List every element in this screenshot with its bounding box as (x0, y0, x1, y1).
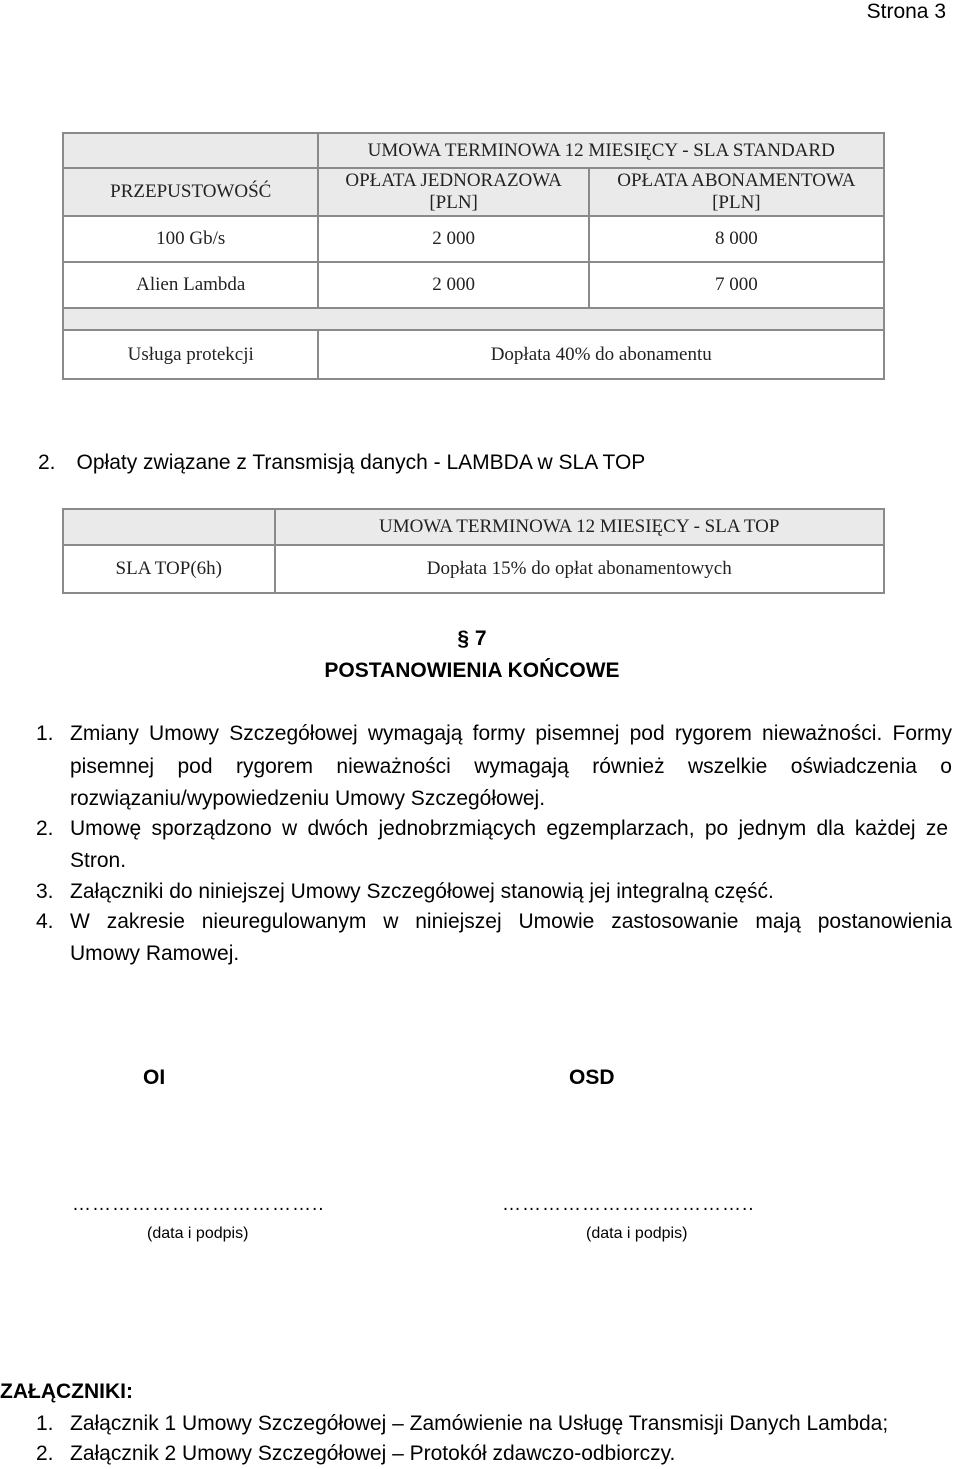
list-number: 2. (36, 1442, 54, 1465)
attachment-item: Załącznik 1 Umowy Szczegółowej – Zamówienie na Usługę Transmisji Danych Lambda; (70, 1412, 889, 1435)
sla-standard-table (62, 132, 885, 380)
table-cell: 8 000 (589, 216, 884, 262)
list-number: 3. (36, 880, 54, 903)
table-cell: 2 000 (318, 262, 588, 308)
column-header: OPŁATA JEDNORAZOWA [PLN] (318, 168, 588, 216)
table-row (63, 216, 884, 262)
table-cell: SLA TOP(6h) (63, 545, 275, 593)
attachments-title: ZAŁĄCZNIKI: (0, 1380, 133, 1403)
attachment-item: Załącznik 2 Umowy Szczegółowej – Protokół zdawczo-odbiorczy. (70, 1442, 676, 1465)
table-title: UMOWA TERMINOWA 12 MIESIĘCY - SLA STANDARD (318, 133, 884, 168)
signature-line: ……………………………….. (72, 1194, 325, 1215)
list-number: 1. (36, 1412, 54, 1435)
list-number: 1. (36, 722, 54, 745)
table-cell: Alien Lambda (63, 262, 318, 308)
list-item-line: rozwiązaniu/wypowiedzeniu Umowy Szczegółowej. (70, 787, 546, 810)
column-header: OPŁATA ABONAMENTOWA [PLN] (589, 168, 884, 216)
list-item-line: Stron. (70, 849, 127, 872)
party-oi: OI (143, 1066, 166, 1089)
list-item-line: Umowę sporządzono w dwóch jednobrzmiących egzemplarzach, po jednym dla każdej ze (70, 817, 948, 840)
table-row (63, 330, 884, 379)
signature-line: ……………………………….. (502, 1194, 755, 1215)
list-item-line: Załączniki do niniejszej Umowy Szczegółowej stanowią jej integralną część. (70, 880, 774, 903)
table-separator (63, 308, 884, 330)
table-cell: 100 Gb/s (63, 216, 318, 262)
signature-caption: (data i podpis) (586, 1225, 688, 1242)
table-cell: 7 000 (589, 262, 884, 308)
sla-top-table (62, 508, 885, 594)
list-item-line: W zakresie nieuregulowanym w niniejszej Umowie zastosowanie mają postanowienia (70, 910, 952, 933)
list-number: 4. (36, 910, 54, 933)
table-row (63, 262, 884, 308)
table-cell: Dopłata 40% do abonamentu (318, 330, 884, 379)
list-number: 2. (36, 817, 54, 840)
table-row (63, 545, 884, 593)
section-title: POSTANOWIENIA KOŃCOWE (324, 659, 620, 682)
list-item-line: pisemnej pod rygorem nieważności wymagają również wszelkie oświadczenia o (70, 755, 952, 778)
signature-caption: (data i podpis) (147, 1225, 249, 1242)
list-item-line: Zmiany Umowy Szczegółowej wymagają formy pisemnej pod rygorem nieważności. Formy (70, 722, 952, 745)
table-title: UMOWA TERMINOWA 12 MIESIĘCY - SLA TOP (275, 509, 884, 545)
party-osd: OSD (569, 1066, 615, 1089)
table-cell: Dopłata 15% do opłat abonamentowych (275, 545, 884, 593)
section-symbol: § 7 (457, 627, 487, 650)
table-cell: Usługa protekcji (63, 330, 318, 379)
list-item-line: Umowy Ramowej. (70, 942, 240, 965)
page-number: Strona 3 (866, 0, 946, 23)
column-header: PRZEPUSTOWOŚĆ (63, 168, 318, 216)
section-heading: 2. Opłaty związane z Transmisją danych - LAMBDA w SLA TOP (38, 451, 646, 474)
table-cell: 2 000 (318, 216, 588, 262)
